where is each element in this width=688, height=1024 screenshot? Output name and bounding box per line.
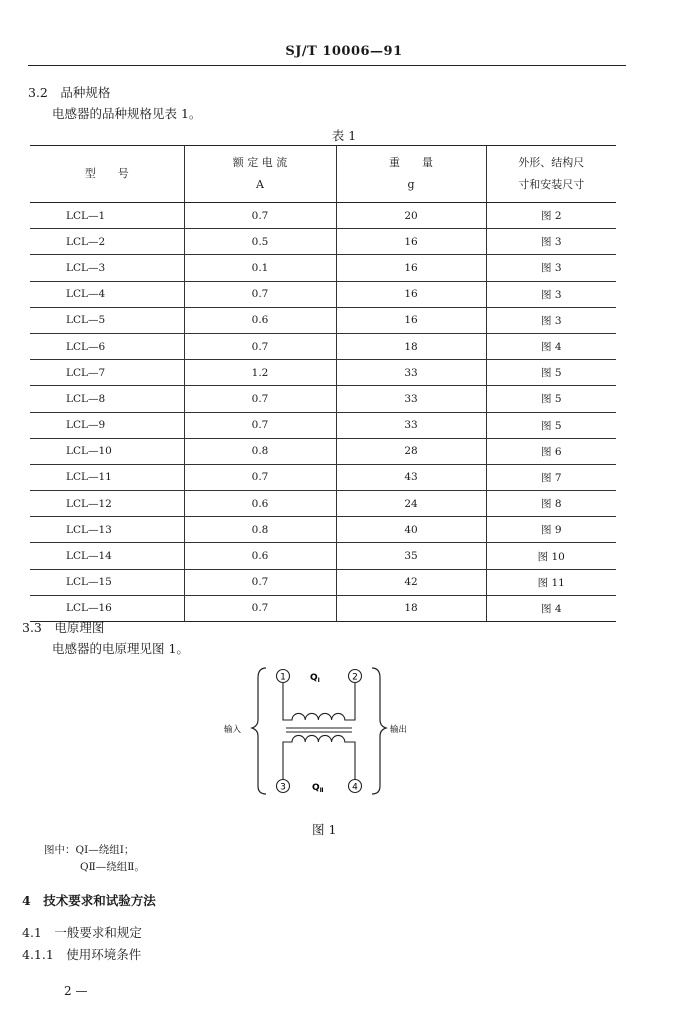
- table-row: [30, 255, 616, 281]
- cell-rated-current: 0.6: [184, 543, 336, 569]
- table-row: [30, 438, 616, 464]
- figure-1-circuit: [220, 662, 430, 802]
- cell-weight: 33: [336, 412, 486, 438]
- cell-model: LCL—12: [30, 491, 184, 517]
- figure-legend-line-1: 图中：QⅠ—绕组Ⅰ；: [44, 844, 135, 856]
- table-row: [30, 229, 616, 255]
- section-3-2-heading: 3.2 品种规格: [28, 85, 111, 100]
- cell-rated-current: 0.7: [184, 386, 336, 412]
- section-4-1-1-heading: 4.1.1 使用环境条件: [22, 947, 142, 962]
- col-header-rated-current: 额 定 电 流 A: [184, 146, 336, 203]
- svg-text:3: 3: [280, 782, 286, 793]
- table-body: [30, 203, 616, 622]
- figure-1-caption: 图 1: [312, 822, 337, 837]
- cell-dimension-figure: 图 4: [486, 333, 616, 359]
- table-row: [30, 569, 616, 595]
- cell-model: LCL—14: [30, 543, 184, 569]
- cell-weight: 40: [336, 517, 486, 543]
- cell-model: LCL—1: [30, 203, 184, 229]
- cell-rated-current: 0.7: [184, 569, 336, 595]
- cell-dimension-figure: 图 5: [486, 412, 616, 438]
- output-brace: [372, 668, 386, 794]
- cell-weight: 18: [336, 595, 486, 621]
- table-row: [30, 281, 616, 307]
- cell-model: LCL—15: [30, 569, 184, 595]
- input-brace: [252, 668, 266, 794]
- cell-rated-current: 0.7: [184, 595, 336, 621]
- winding-1-label: $Q_Ⅰ$: [310, 673, 320, 684]
- section-3-3-body: 电感器的电原理见图 1。: [52, 641, 189, 656]
- cell-rated-current: 0.7: [184, 281, 336, 307]
- cell-rated-current: 0.1: [184, 255, 336, 281]
- cell-dimension-figure: 图 3: [486, 281, 616, 307]
- cell-model: LCL—5: [30, 307, 184, 333]
- cell-model: LCL—11: [30, 464, 184, 490]
- cell-rated-current: 0.5: [184, 229, 336, 255]
- cell-model: LCL—4: [30, 281, 184, 307]
- table-row: [30, 333, 616, 359]
- table-row: [30, 491, 616, 517]
- table-row: [30, 412, 616, 438]
- table-row: [30, 517, 616, 543]
- winding-2-coil: [283, 735, 355, 779]
- winding-1-coil: [283, 683, 355, 721]
- table-row: [30, 203, 616, 229]
- svg-text:4: 4: [352, 782, 358, 793]
- terminal-1: [277, 670, 290, 683]
- cell-rated-current: 1.2: [184, 360, 336, 386]
- standard-number-header: SJ/T 10006—91: [285, 44, 403, 59]
- section-4-1-heading: 4.1 一般要求和规定: [22, 925, 142, 940]
- cell-rated-current: 0.7: [184, 412, 336, 438]
- terminal-4: [349, 780, 362, 793]
- cell-weight: 24: [336, 491, 486, 517]
- cell-dimension-figure: 图 4: [486, 595, 616, 621]
- table-row: [30, 543, 616, 569]
- cell-dimension-figure: 图 5: [486, 360, 616, 386]
- cell-dimension-figure: 图 10: [486, 543, 616, 569]
- cell-model: LCL—16: [30, 595, 184, 621]
- table-row: [30, 386, 616, 412]
- cell-rated-current: 0.6: [184, 307, 336, 333]
- spec-table: [30, 145, 616, 622]
- cell-model: LCL—2: [30, 229, 184, 255]
- cell-dimension-figure: 图 6: [486, 438, 616, 464]
- cell-model: LCL—10: [30, 438, 184, 464]
- cell-weight: 33: [336, 386, 486, 412]
- col-header-model: 型 号: [30, 146, 184, 203]
- table-row: [30, 595, 616, 621]
- cell-dimension-figure: 图 9: [486, 517, 616, 543]
- cell-weight: 18: [336, 333, 486, 359]
- cell-model: LCL—6: [30, 333, 184, 359]
- section-4-heading: 4 技术要求和试验方法: [22, 893, 156, 908]
- cell-weight: 16: [336, 229, 486, 255]
- cell-model: LCL—7: [30, 360, 184, 386]
- table-row: [30, 464, 616, 490]
- page-number: 2 —: [64, 984, 88, 998]
- cell-rated-current: 0.7: [184, 464, 336, 490]
- cell-weight: 42: [336, 569, 486, 595]
- table-row: [30, 360, 616, 386]
- cell-weight: 16: [336, 255, 486, 281]
- input-label: 输入: [224, 725, 242, 735]
- cell-weight: 16: [336, 281, 486, 307]
- cell-dimension-figure: 图 7: [486, 464, 616, 490]
- cell-weight: 28: [336, 438, 486, 464]
- cell-model: LCL—8: [30, 386, 184, 412]
- cell-rated-current: 0.6: [184, 491, 336, 517]
- section-3-2-body: 电感器的品种规格见表 1。: [52, 106, 202, 121]
- cell-dimension-figure: 图 5: [486, 386, 616, 412]
- terminal-2: [349, 670, 362, 683]
- cell-weight: 33: [336, 360, 486, 386]
- header-rule: [28, 65, 626, 66]
- col-header-dimensions: 外形、结构尺 寸和安装尺寸: [486, 146, 616, 203]
- cell-model: LCL—9: [30, 412, 184, 438]
- section-3-3-heading: 3.3 电原理图: [22, 620, 105, 635]
- cell-rated-current: 0.7: [184, 333, 336, 359]
- winding-2-label: $Q_Ⅱ$: [312, 783, 324, 794]
- cell-dimension-figure: 图 3: [486, 307, 616, 333]
- table-1-caption: 表 1: [331, 128, 357, 143]
- cell-dimension-figure: 图 11: [486, 569, 616, 595]
- cell-dimension-figure: 图 3: [486, 229, 616, 255]
- cell-dimension-figure: 图 3: [486, 255, 616, 281]
- cell-rated-current: 0.7: [184, 203, 336, 229]
- svg-text:1: 1: [280, 672, 286, 683]
- svg-text:2: 2: [352, 672, 358, 683]
- output-label: 输出: [390, 725, 408, 735]
- cell-rated-current: 0.8: [184, 517, 336, 543]
- cell-weight: 20: [336, 203, 486, 229]
- terminal-3: [277, 780, 290, 793]
- cell-model: LCL—13: [30, 517, 184, 543]
- table-row: [30, 307, 616, 333]
- cell-dimension-figure: 图 2: [486, 203, 616, 229]
- cell-model: LCL—3: [30, 255, 184, 281]
- cell-dimension-figure: 图 8: [486, 491, 616, 517]
- figure-legend-line-2: QⅡ—绕组Ⅱ。: [80, 861, 145, 873]
- table-header-row: [30, 146, 616, 203]
- cell-weight: 43: [336, 464, 486, 490]
- cell-rated-current: 0.8: [184, 438, 336, 464]
- col-header-weight: 重 量 g: [336, 146, 486, 203]
- cell-weight: 16: [336, 307, 486, 333]
- cell-weight: 35: [336, 543, 486, 569]
